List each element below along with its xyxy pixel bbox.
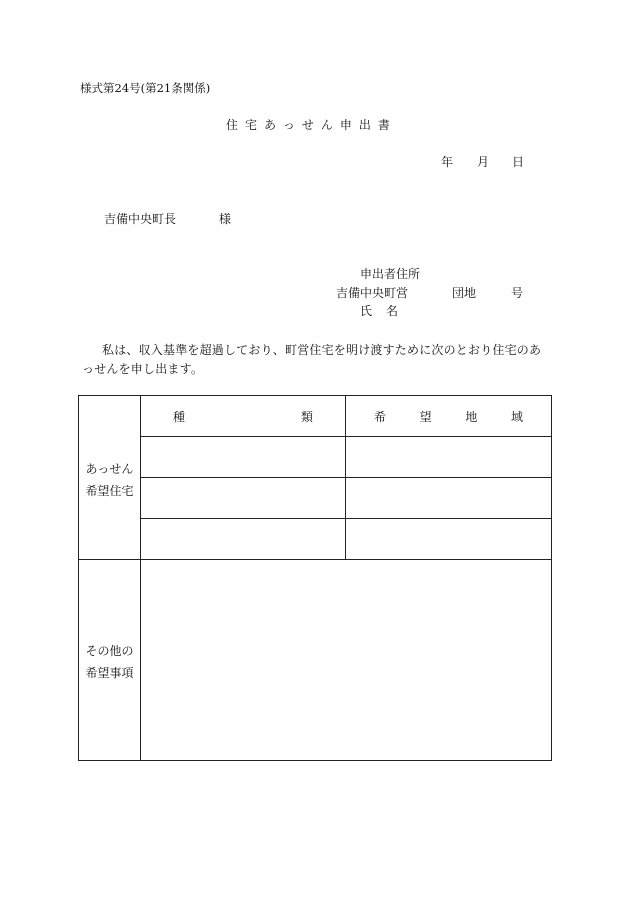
application-table (78, 395, 552, 761)
applicant-danchi-label: 団地 (452, 286, 477, 300)
header-type (141, 408, 345, 425)
header-area-char: 域 (510, 409, 523, 424)
housing-type-field-1[interactable] (141, 437, 346, 478)
header-area-char: 地 (465, 409, 478, 424)
desired-housing-label-line: 希望住宅 (85, 483, 134, 498)
applicant-name-label: 氏名 (360, 304, 413, 318)
desired-housing-label-line: あっせん (85, 461, 134, 476)
other-requests-label-line: その他の (85, 644, 134, 658)
applicant-town-label: 吉備中央町営 (336, 286, 409, 300)
date-year-label: 年 (441, 155, 454, 169)
desired-area-field-3[interactable] (346, 519, 552, 560)
other-requests-label (79, 636, 140, 684)
housing-type-field-3[interactable] (141, 519, 346, 560)
header-area (346, 408, 551, 425)
addressee-name: 吉備中央町長 (104, 212, 177, 226)
other-requests-label-cell (79, 560, 141, 761)
header-area-char: 望 (419, 409, 432, 424)
addressee-honorific: 様 (219, 212, 232, 226)
other-requests-label-line: 希望事項 (85, 666, 134, 680)
date-month-label: 月 (477, 155, 490, 169)
desired-area-field-2[interactable] (346, 478, 552, 519)
desired-area-field-1[interactable] (346, 437, 552, 478)
date-day-label: 日 (512, 155, 525, 169)
header-area-char: 希 (374, 409, 387, 424)
header-type-char: 類 (300, 409, 313, 424)
form-number: 様式第24号(第21条関係) (80, 81, 211, 95)
housing-type-field-2[interactable] (141, 478, 346, 519)
header-type-char: 種 (173, 409, 186, 424)
header-type-cell (141, 396, 346, 437)
applicant-address-label: 申出者住所 (360, 267, 421, 281)
other-requests-field[interactable] (141, 560, 552, 761)
header-area-cell (346, 396, 552, 437)
document-title: 住宅あっせん申出書 (226, 118, 397, 132)
desired-housing-label (79, 454, 140, 502)
desired-housing-label-cell (79, 396, 141, 560)
applicant-number-label: 号 (511, 286, 524, 300)
statement-text: 私は、収入基準を超過しており、町営住宅を明け渡すために次のとおり住宅のあっせんを申し出ます。 (82, 343, 542, 376)
